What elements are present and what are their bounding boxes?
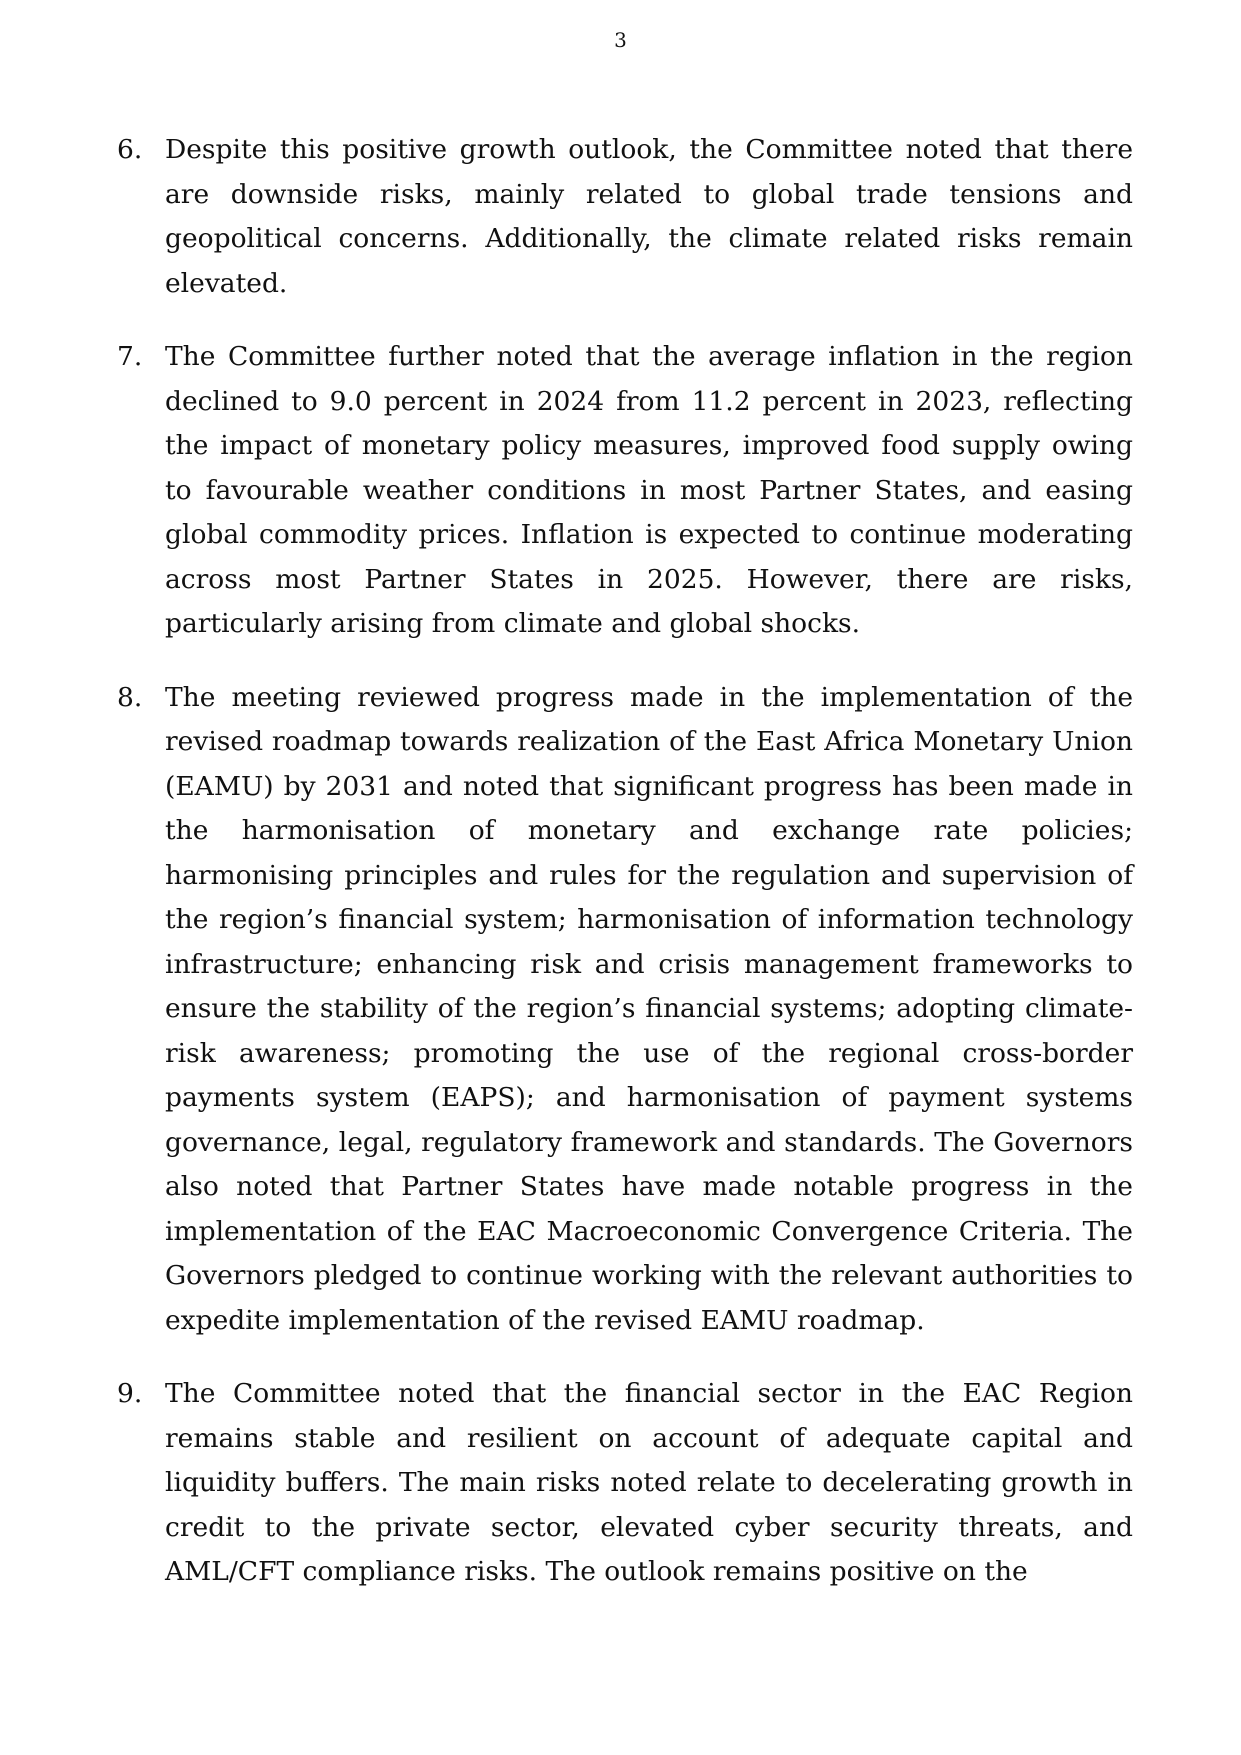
paragraph-8 — [117, 676, 1133, 1344]
paragraph-number: 6. — [117, 134, 143, 165]
paragraph-number: 9. — [117, 1378, 143, 1409]
paragraph-text: Despite this positive growth outlook, the Committee noted that there are downside risks, mainly related to global trade tensions and geopolitical concerns. Additionally, the climate related risks remain elevated. — [165, 134, 1133, 299]
paragraph-6 — [117, 128, 1133, 306]
paragraph-number: 7. — [117, 341, 143, 372]
paragraph-7 — [117, 335, 1133, 647]
paragraph-number: 8. — [117, 681, 143, 713]
paragraph-9 — [117, 1372, 1133, 1595]
paragraph-text: The Committee noted that the financial sector in the EAC Region remains stable and resilient on account of adequate capital and liquidity buffers. The main risks noted relate to decelerating growth in credit to the private sector, elevated cyber security threats, and AML/CFT compliance risks. The outlook remains positive on the — [165, 1378, 1133, 1587]
page-number: 3 — [614, 28, 627, 52]
paragraph-text: The meeting reviewed progress made in the implementation of the revised roadmap towards realization of the East Africa Monetary Union (EAMU) by 2031 and noted that significant progress has been made in the harmonisation of monetary and exchange rate policies; harmonising principles and rules for the regulation and supervision of the region’s financial system; harmonisation of information technology infrastructure; enhancing risk and crisis management frameworks to ensure the stability of the region’s financial systems; adopting climate-risk awareness; promoting the use of the regional cross-border payments system (EAPS); and harmonisation of payment systems governance, legal, regulatory framework and standards. The Governors also noted that Partner States have made notable progress in the implementation of the EAC Macroeconomic Convergence Criteria. The Governors pledged to continue working with the relevant authorities to expedite implementation of the revised EAMU roadmap. — [165, 681, 1133, 1336]
document-body — [117, 128, 1133, 1624]
paragraph-text: The Committee further noted that the average inflation in the region declined to 9.0 percent in 2024 from 11.2 percent in 2023, reflecting the impact of monetary policy measures, improved food supply owing to favourable weather conditions in most Partner States, and easing global commodity prices. Inflation is expected to continue moderating across most Partner States in 2025. However, there are risks, particularly arising from climate and global shocks. — [165, 341, 1133, 639]
